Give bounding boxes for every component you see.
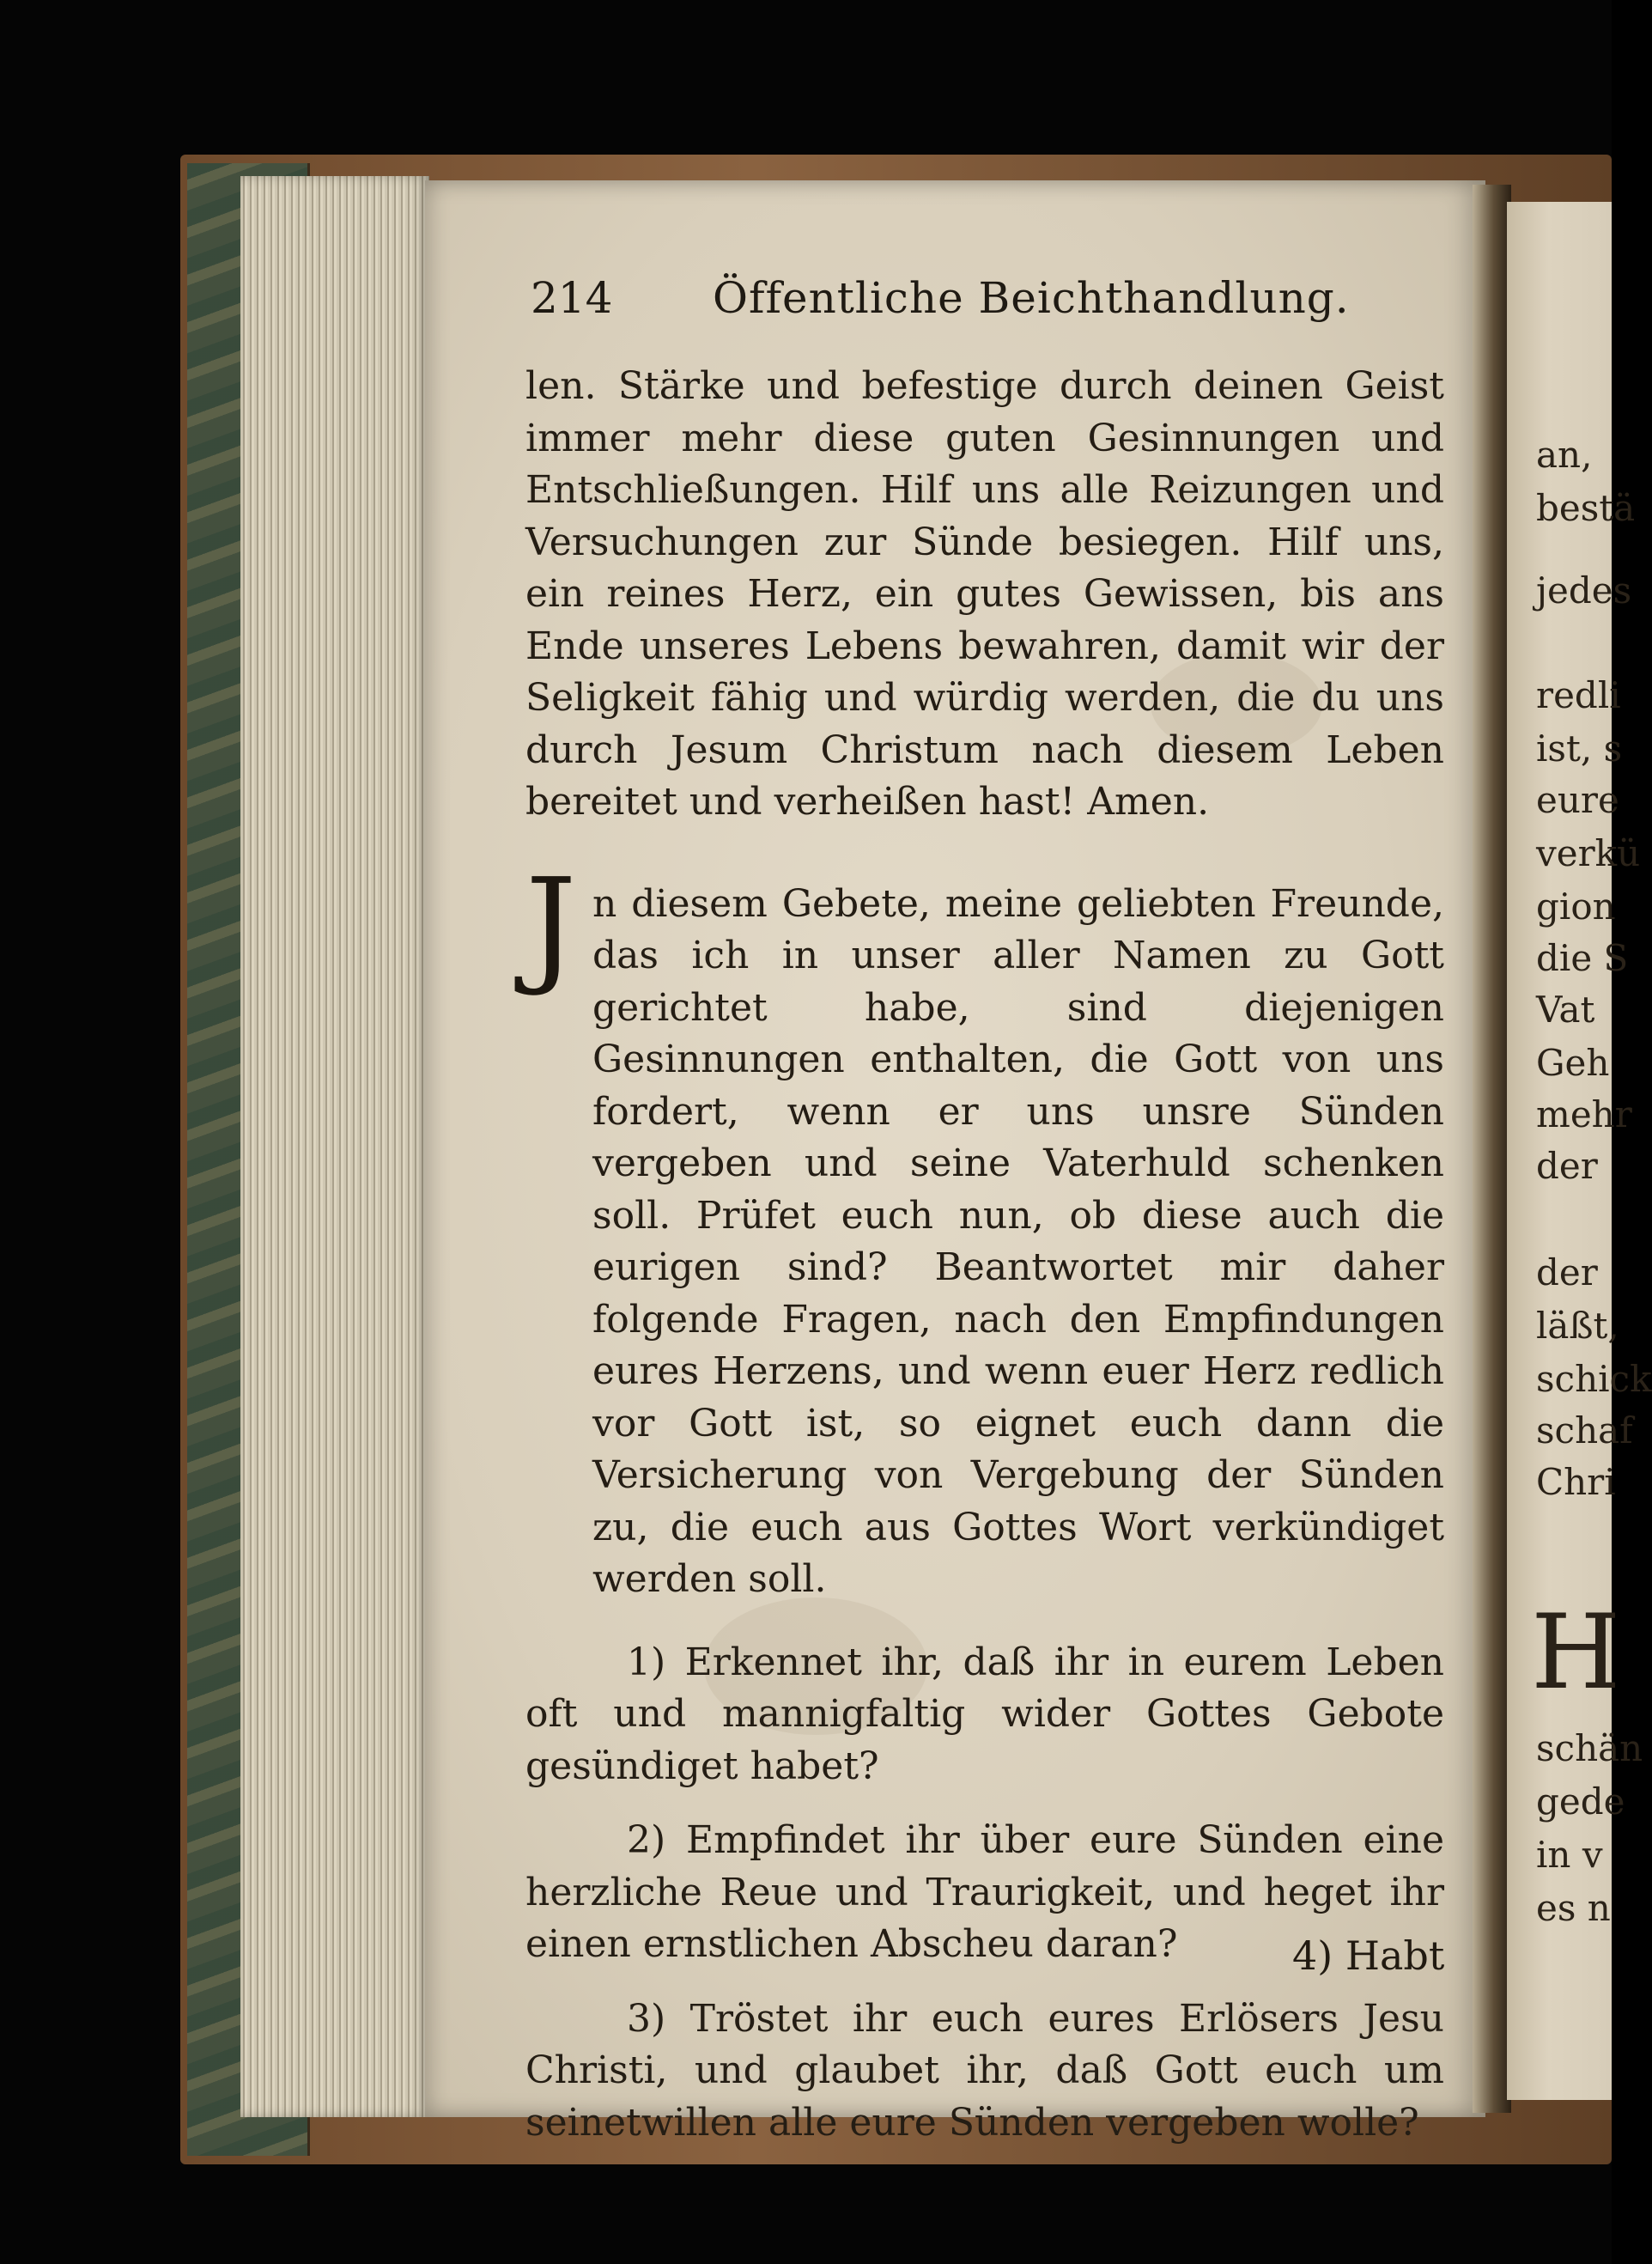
facing-line: eure (1536, 779, 1619, 821)
facing-line: in v (1536, 1834, 1603, 1876)
facing-line: bestä (1536, 487, 1636, 529)
main-paragraph-text: n diesem Gebete, meine geliebten Freunde, das ich in unser aller Namen zu Gott gerichtet habe, sind diejenigen Gesinnungen enthalten, die Gott von uns fordert, wenn er uns unsre Sünden vergeben und seine Vaterhuld schenken soll. Prüfet euch nun, ob diese auch die eurigen sind? Beantwortet mir daher folgende Fragen, nach den Empfindungen eures Herzens, und wenn euer Herz redlich vor Gott ist, so eignet euch dann die Versicherung von Vergebung der Sünden zu, die euch aus Gottes Wort verkündiget werden soll. (592, 881, 1444, 1601)
facing-line: Geh (1536, 1042, 1610, 1084)
facing-line: der (1536, 1251, 1598, 1293)
main-paragraph (525, 850, 1444, 1606)
facing-line: ist, s (1536, 727, 1623, 770)
facing-line: mehr (1536, 1093, 1632, 1135)
facing-line: schän (1536, 1727, 1643, 1769)
page-edges (240, 176, 429, 2117)
facing-line: schick (1536, 1358, 1652, 1400)
running-title: Öffentliche Beichthandlung. (713, 273, 1350, 323)
facing-line: die S (1536, 937, 1629, 979)
catchword: 4) Habt (1292, 1932, 1445, 1979)
facing-line: der (1536, 1145, 1598, 1187)
question-3: 3) Tröstet ihr euch eures Erlösers Jesu Christi, und glaubet ihr, daß Gott euch um seinetwillen alle eure Sünden vergeben wolle? (525, 1996, 1444, 2145)
facing-line: Chri (1536, 1461, 1616, 1503)
facing-line: jedes (1536, 569, 1632, 612)
drop-cap: J (525, 850, 577, 999)
facing-line: Vat (1536, 989, 1595, 1031)
facing-initial: H (1531, 1593, 1621, 1713)
facing-line: redli (1536, 674, 1621, 716)
facing-line: an, (1536, 434, 1593, 476)
facing-line: schaf (1536, 1409, 1633, 1452)
page-body (525, 361, 1444, 2149)
book-gutter (1473, 185, 1511, 2113)
prayer-closing-paragraph: len. Stärke und befestige durch deinen Geist immer mehr diese guten Gesinnungen und Entschließungen. Hilf uns alle Reizungen und Versuchungen zur Sünde besiegen. Hilf uns, ein reines Herz, ein gutes Gewissen, bis ans Ende unseres Lebens bewahren, damit wir der Seligkeit fähig und würdig werden, die du uns durch Jesum Christum nach diesem Leben bereitet und verheißen hast! Amen. (525, 364, 1444, 824)
facing-line: verkü (1536, 832, 1641, 874)
facing-line: es n (1536, 1887, 1611, 1929)
question-1: 1) Erkennet ihr, daß ihr in eurem Leben oft und mannigfaltig wider Gottes Gebote gesündiget habet? (525, 1640, 1444, 1788)
page-number: 214 (531, 273, 613, 323)
facing-line: gede (1536, 1780, 1625, 1823)
question-2: 2) Empfindet ihr über eure Sünden eine herzliche Reue und Traurigkeit, und heget ihr einen ernstlichen Abscheu daran? (525, 1818, 1444, 1966)
facing-line: läßt, (1536, 1305, 1619, 1347)
facing-line: gion (1536, 886, 1616, 928)
facing-page-fragment (1507, 202, 1652, 2100)
